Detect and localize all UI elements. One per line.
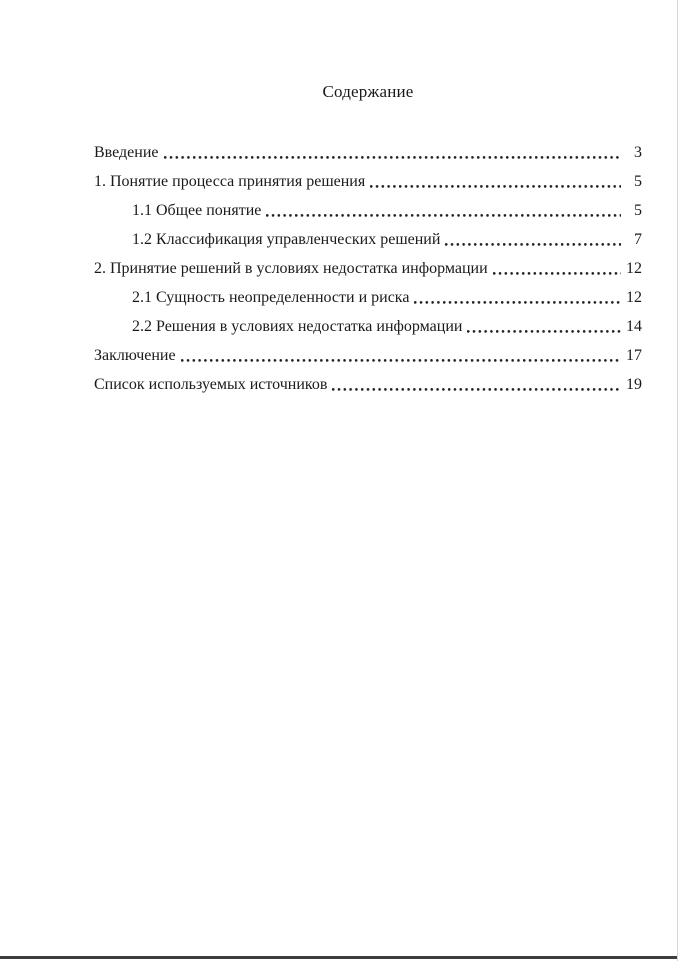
toc-entry xyxy=(94,341,642,370)
table-of-contents xyxy=(94,138,642,399)
toc-entry-page: 12 xyxy=(626,289,642,306)
toc-entry-label: 2. Принятие решений в условиях недостатка информации xyxy=(94,260,488,277)
dot-leader xyxy=(327,370,625,399)
page-title: Содержание xyxy=(322,82,414,101)
toc-entry xyxy=(94,312,642,341)
toc-entry-label: 1.1 Общее понятие xyxy=(132,202,262,219)
toc-entry-label: Введение xyxy=(94,144,159,161)
dot-leader xyxy=(440,225,625,254)
toc-entry-label: 1.2 Классификация управленческих решений xyxy=(132,231,441,248)
toc-entry-page: 3 xyxy=(634,144,642,161)
toc-entry-page: 5 xyxy=(634,173,642,190)
toc-entry-page: 17 xyxy=(626,347,642,364)
toc-entry-label: 1. Понятие процесса принятия решения xyxy=(94,173,366,190)
toc-entry-label: 2.2 Решения в условиях недостатка информации xyxy=(132,318,463,335)
dot-leader xyxy=(488,254,625,283)
toc-entry-page: 7 xyxy=(634,231,642,248)
toc-entry-label: Заключение xyxy=(94,347,176,364)
dot-leader xyxy=(261,196,625,225)
toc-entry-page: 12 xyxy=(626,260,642,277)
dot-leader xyxy=(176,341,625,370)
toc-entry-label: 2.1 Сущность неопределенности и риска xyxy=(132,289,410,306)
toc-entry-page: 19 xyxy=(626,376,642,393)
toc-entry-page: 14 xyxy=(626,318,642,335)
toc-entry xyxy=(94,225,642,254)
toc-entry xyxy=(94,370,642,399)
toc-entry xyxy=(94,283,642,312)
toc-entry-label: Список используемых источников xyxy=(94,376,328,393)
dot-leader xyxy=(462,312,625,341)
dot-leader xyxy=(409,283,625,312)
toc-entry-page: 5 xyxy=(634,202,642,219)
dot-leader xyxy=(159,138,626,167)
toc-entry xyxy=(94,254,642,283)
toc-entry xyxy=(94,196,642,225)
page-bottom-edge xyxy=(0,956,677,959)
dot-leader xyxy=(365,167,625,196)
toc-entry xyxy=(94,167,642,196)
toc-entry xyxy=(94,138,642,167)
